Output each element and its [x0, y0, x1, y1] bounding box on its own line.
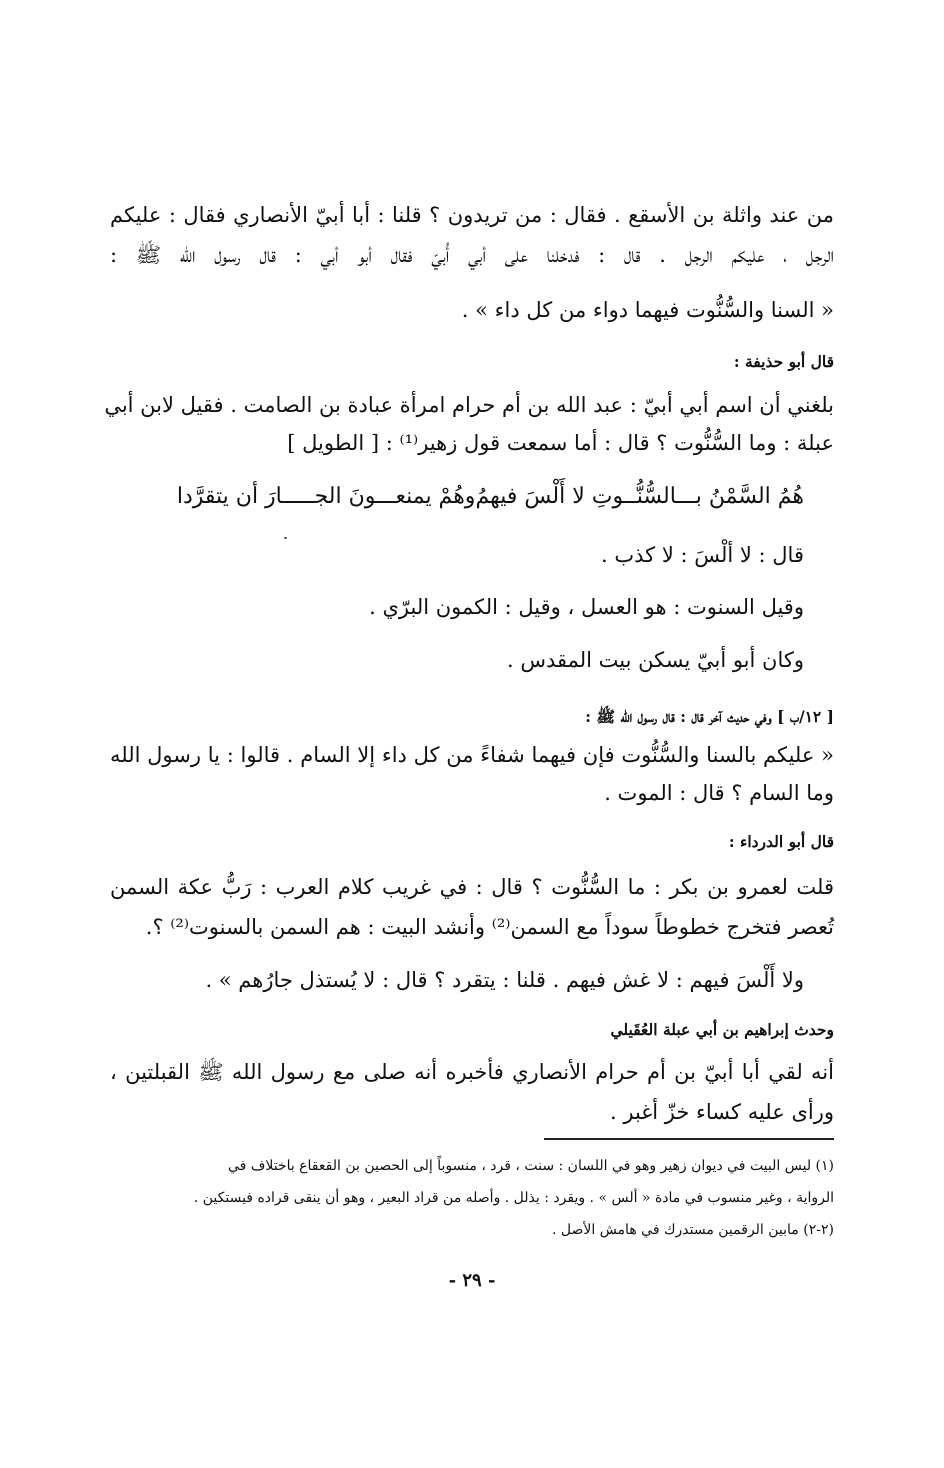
text-line: وقيل السنوت : هو العسل ، وقيل : الكمون البرّي . — [369, 595, 804, 619]
text-line: قال : لا ألْسَ : لا كذب . — [601, 543, 804, 567]
text-line: « السنا والسُّنُّوت فيهما دواء من كل داء » . — [461, 298, 834, 322]
section-heading: قال أبو الدرداء : — [728, 832, 834, 851]
verse-second-hemistich: وهُمْ يمنعـــونَ الجـــــارَ أن يتقرَّدا — [176, 484, 476, 509]
text-line: ورأى عليه كساء خزّ أغبر . — [610, 1100, 834, 1124]
text-line: ولا أَلْسَ فيهم : لا غش فيهم . قلنا : يتقرد ؟ قال : لا يُستذل جارُهم » . — [205, 968, 804, 992]
scan-speck — [284, 537, 287, 539]
verse-first-hemistich: هُمُ السَّمْنُ بـــالسُّنُّــوتِ لا أَلْسَ فيهمُ — [475, 484, 804, 509]
section-heading: قال أبو حذيفة : — [733, 352, 834, 371]
text-line: وكان أبو أبيّ يسكن بيت المقدس . — [506, 648, 804, 672]
text-line: من عند واثلة بن الأسقع . فقال : من تريدون ؟ قلنا : أبا أبيّ الأنصاري فقال : عليكم — [110, 203, 834, 227]
footnote-separator — [544, 1138, 834, 1140]
poetry-verse — [176, 480, 804, 514]
text-line: أنه لقي أبا أبيّ بن أم حرام الأنصاري فأخبره أنه صلى مع رسول الله ﷺ القبلتين ، — [110, 1060, 834, 1084]
text-line: « عليكم بالسنا والسُّنُّوت فإن فيهما شفاءً من كل داء إلا السام . قالوا : يا رسول الله — [110, 743, 834, 767]
section-heading: وحدث إبراهيم بن أبي عبلة العُقَيلي — [610, 1020, 834, 1039]
text-line: تُعصر فتخرج خطوطاً سوداً مع السمن⁽²⁾ وأنشد البيت : هم السمن بالسنوت⁽²⁾ ؟. — [145, 915, 834, 939]
section-heading: [ ١٢/ب ] وفي حديث آخر قال : قال رسول الله ﷺ : — [585, 707, 834, 726]
text-line: عبلة : وما السُّنُّوت ؟ قال : أما سمعت قول زهير⁽¹⁾ : [ الطويل ] — [287, 431, 834, 455]
footnote-line: (٢-٢) مابين الرقمين مستدرك في هامش الأصل . — [551, 1222, 834, 1238]
text-line: وما السام ؟ قال : الموت . — [604, 781, 834, 805]
text-line: الرجل ، عليكم الرجل . قال : فدخلنا على أبي أُبيّ فقال أبو أبي : قال رسول الله ﷺ : — [110, 243, 834, 267]
page-number: - ٢٩ - — [448, 1270, 496, 1291]
footnote-line: الرواية ، وغير منسوب في مادة « ألس » . ويقرد : يذلل . وأصله من قراد البعير ، وهو أن ينقى قراده فيستكين . — [193, 1190, 834, 1206]
text-line: بلغني أن اسم أبي أبيّ : عبد الله بن أم حرام امرأة عبادة بن الصامت . فقيل لابن أبي — [104, 393, 834, 417]
footnote-line: (١) ليس البيت في ديوان زهير وهو في اللسان : سنت ، قرد ، منسوباً إلى الحصين بن القعقاع باختلاف في — [228, 1158, 834, 1174]
text-line: قلت لعمرو بن بكر : ما السُّنُّوت ؟ قال : في غريب كلام العرب : رَبُّ عكة السمن — [110, 875, 834, 899]
